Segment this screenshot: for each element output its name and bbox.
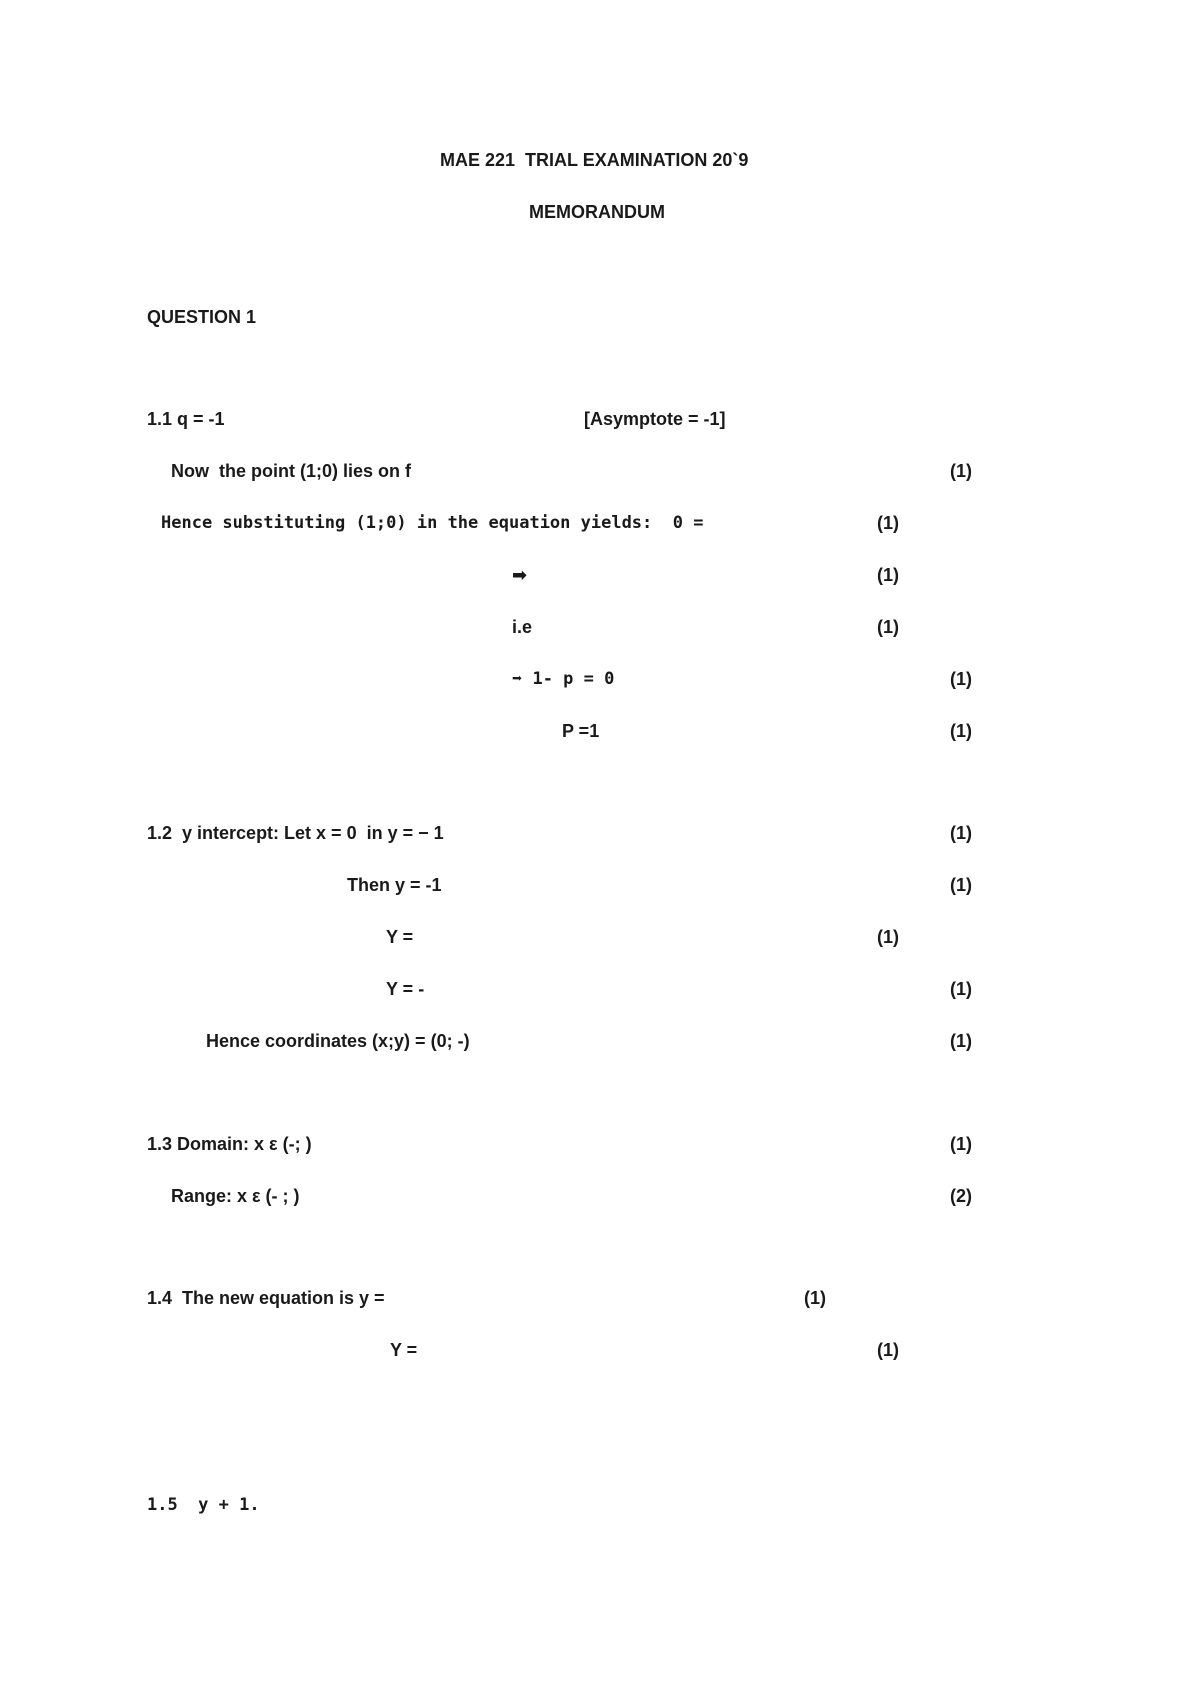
q1-1-line6-mark: (1): [950, 669, 972, 689]
q1-2-line3-mark: (1): [877, 927, 899, 947]
q1-1-line1: 1.1 q = -1: [147, 409, 225, 429]
q1-2-line5: Hence coordinates (x;y) = (0; -): [206, 1031, 470, 1051]
q1-1-line4-mark: (1): [877, 565, 899, 585]
q1-4-line2: Y =: [390, 1340, 418, 1360]
q1-4-line1: 1.4 The new equation is y =: [147, 1288, 385, 1308]
q1-4-line2-mark: (1): [877, 1340, 899, 1360]
q1-2-line1: 1.2 y intercept: Let x = 0 in y = − 1: [147, 823, 444, 843]
q1-1-line2-mark: (1): [950, 461, 972, 481]
q1-3-range: Range: x ε (- ; ): [171, 1186, 300, 1206]
q1-2-line4: Y = -: [386, 979, 425, 999]
question-heading: QUESTION 1: [147, 307, 257, 327]
q1-1-asymptote-note: [Asymptote = -1]: [584, 409, 726, 429]
q1-2-line2: Then y = -1: [347, 875, 442, 895]
q1-1-line3: Hence substituting (1;0) in the equation yields: 0 =: [161, 513, 704, 533]
q1-1-line7: P =1: [562, 721, 600, 741]
q1-2-line3: Y =: [386, 927, 414, 947]
q1-2-line2-mark: (1): [950, 875, 972, 895]
q1-2-line4-mark: (1): [950, 979, 972, 999]
q1-3-domain-mark: (1): [950, 1134, 972, 1154]
exam-title: MAE 221 TRIAL EXAMINATION 20`9: [440, 150, 749, 170]
q1-1-line6: ➡ 1- p = 0: [512, 669, 615, 689]
memorandum-subtitle: MEMORANDUM: [529, 202, 665, 222]
q1-1-line5-mark: (1): [877, 617, 899, 637]
q1-2-line1-mark: (1): [950, 823, 972, 843]
q1-5-line1: 1.5 y + 1.: [147, 1495, 260, 1515]
q1-1-line5: i.e: [512, 617, 533, 637]
q1-1-line2: Now the point (1;0) lies on f: [171, 461, 411, 481]
q1-1-line3-mark: (1): [877, 513, 899, 533]
q1-3-range-mark: (2): [950, 1186, 972, 1206]
q1-3-domain: 1.3 Domain: x ε (-; ): [147, 1134, 312, 1154]
q1-1-line7-mark: (1): [950, 721, 972, 741]
q1-2-line5-mark: (1): [950, 1031, 972, 1051]
q1-4-line1-mark: (1): [804, 1288, 826, 1308]
q1-1-line4: ➡: [512, 565, 528, 585]
